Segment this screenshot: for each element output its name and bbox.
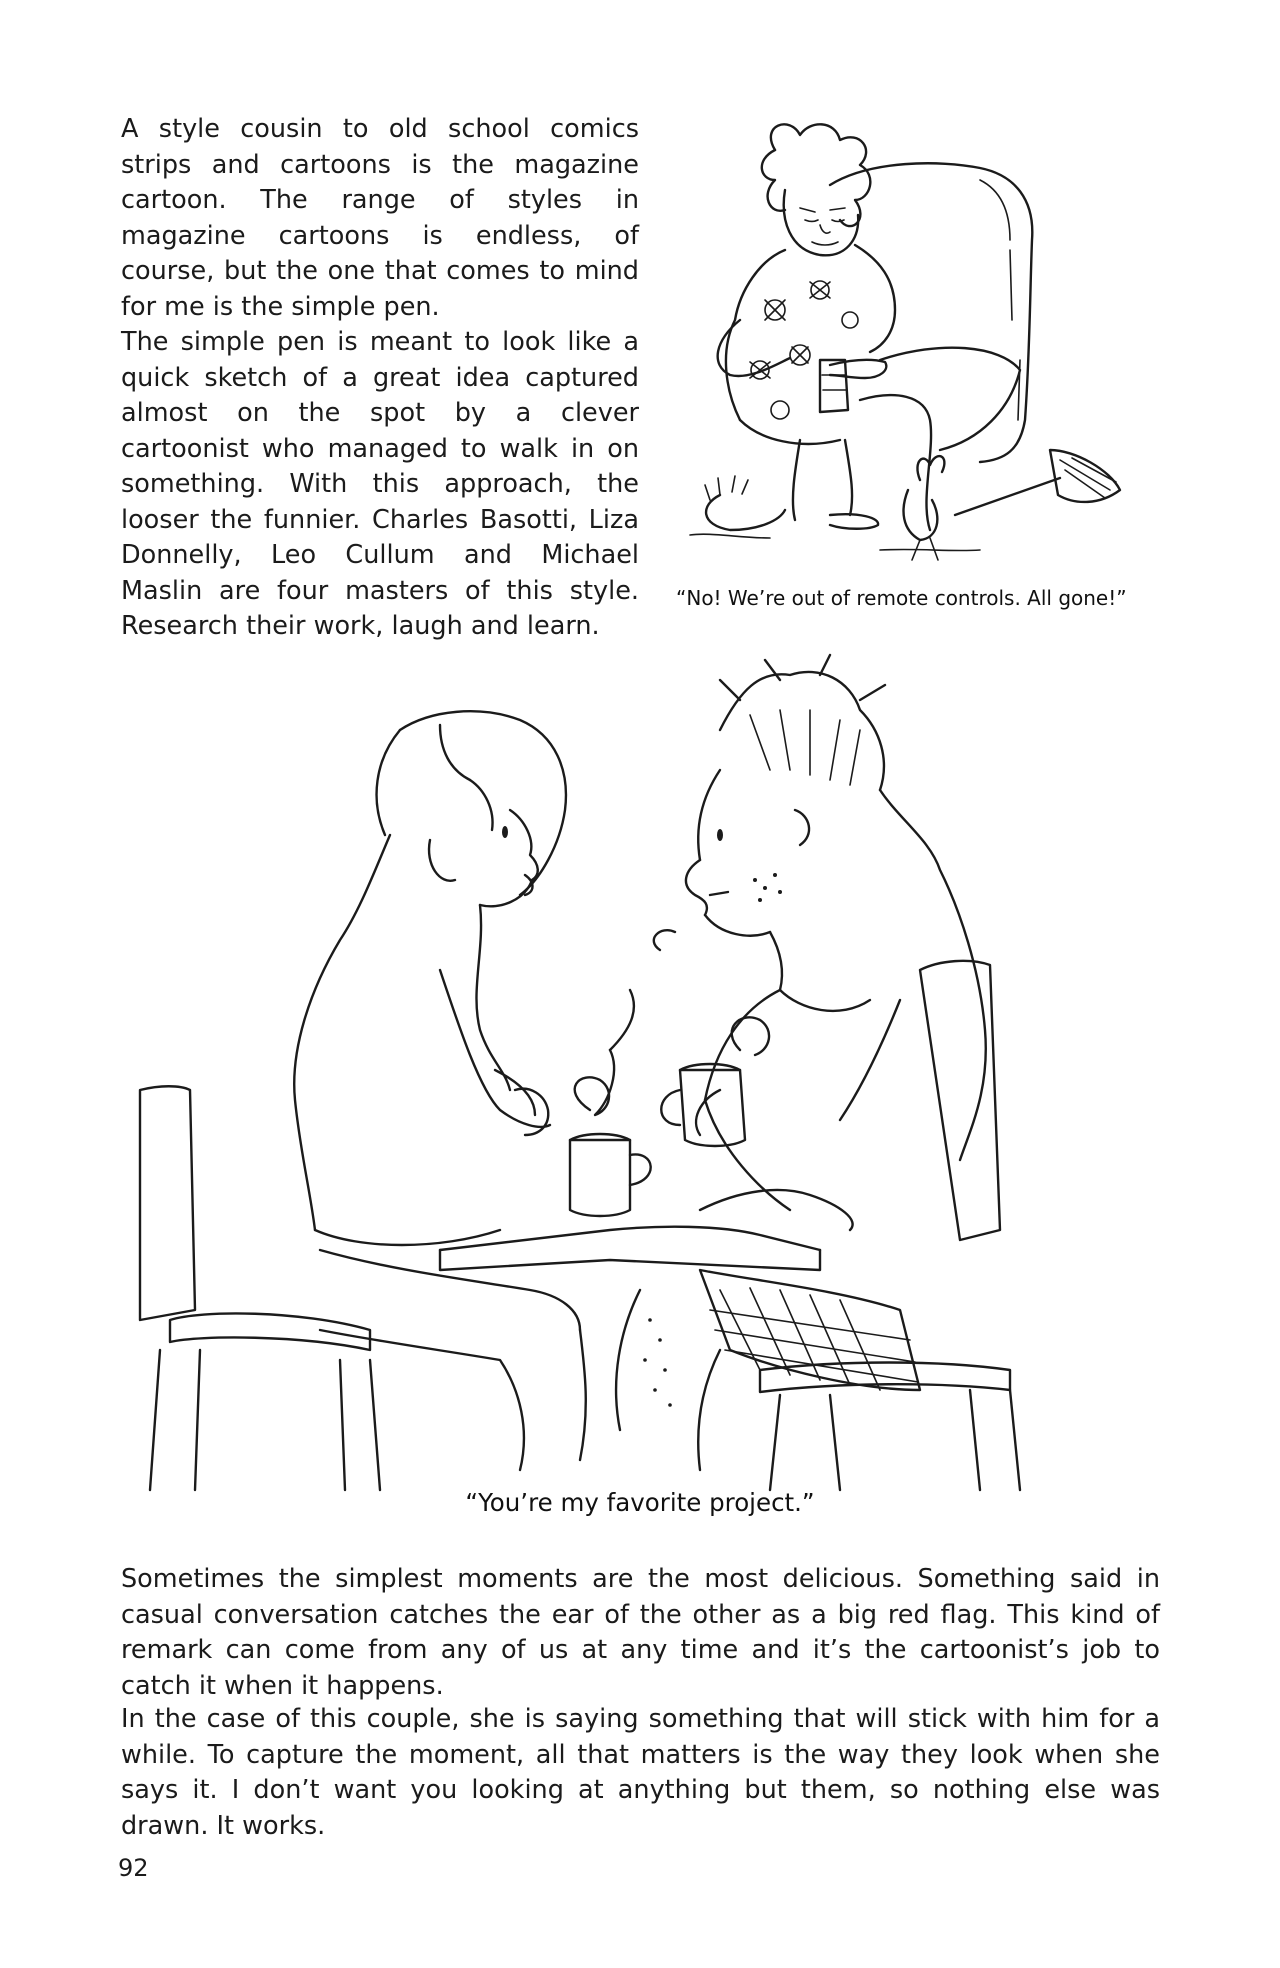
couple-cartoon-illustration	[140, 670, 1140, 1500]
intro-paragraph-2: The simple pen is meant to look like a quick sketch of a great idea captured almost on the spot by a clever cartoonist who managed to walk in on something. With this approach, the looser the funnier. Charles Basotti, Liza Donnelly, Leo Cullum and Michael Maslin are four masters of this style. Research their work, laugh and learn.	[121, 327, 639, 641]
armchair-cartoon-illustration	[680, 120, 1140, 590]
armchair-cartoon-caption: “No! We’re out of remote controls. All gone!”	[676, 586, 1127, 610]
intro-paragraph-1: A style cousin to old school comics strips and cartoons is the magazine cartoon. The range of styles in magazine cartoons is endless, of course, but the one that comes to mind for me is the simple pen.	[121, 114, 639, 322]
body-paragraph-2: In the case of this couple, she is saying something that will stick with him for a while. To capture the moment, all that matters is the way they look when she says it. I don’t want you looking at anything but them, so nothing else was drawn. It works.	[121, 1704, 1160, 1841]
page-number: 92	[118, 1854, 149, 1882]
body-paragraph-1: Sometimes the simplest moments are the most delicious. Something said in casual conversation catches the ear of the other as a big red flag. This kind of remark can come from any of us at any time and it’s the cartoonist’s job to catch it when it happens.	[121, 1564, 1160, 1701]
couple-cartoon-caption: “You’re my favorite project.”	[465, 1488, 815, 1517]
